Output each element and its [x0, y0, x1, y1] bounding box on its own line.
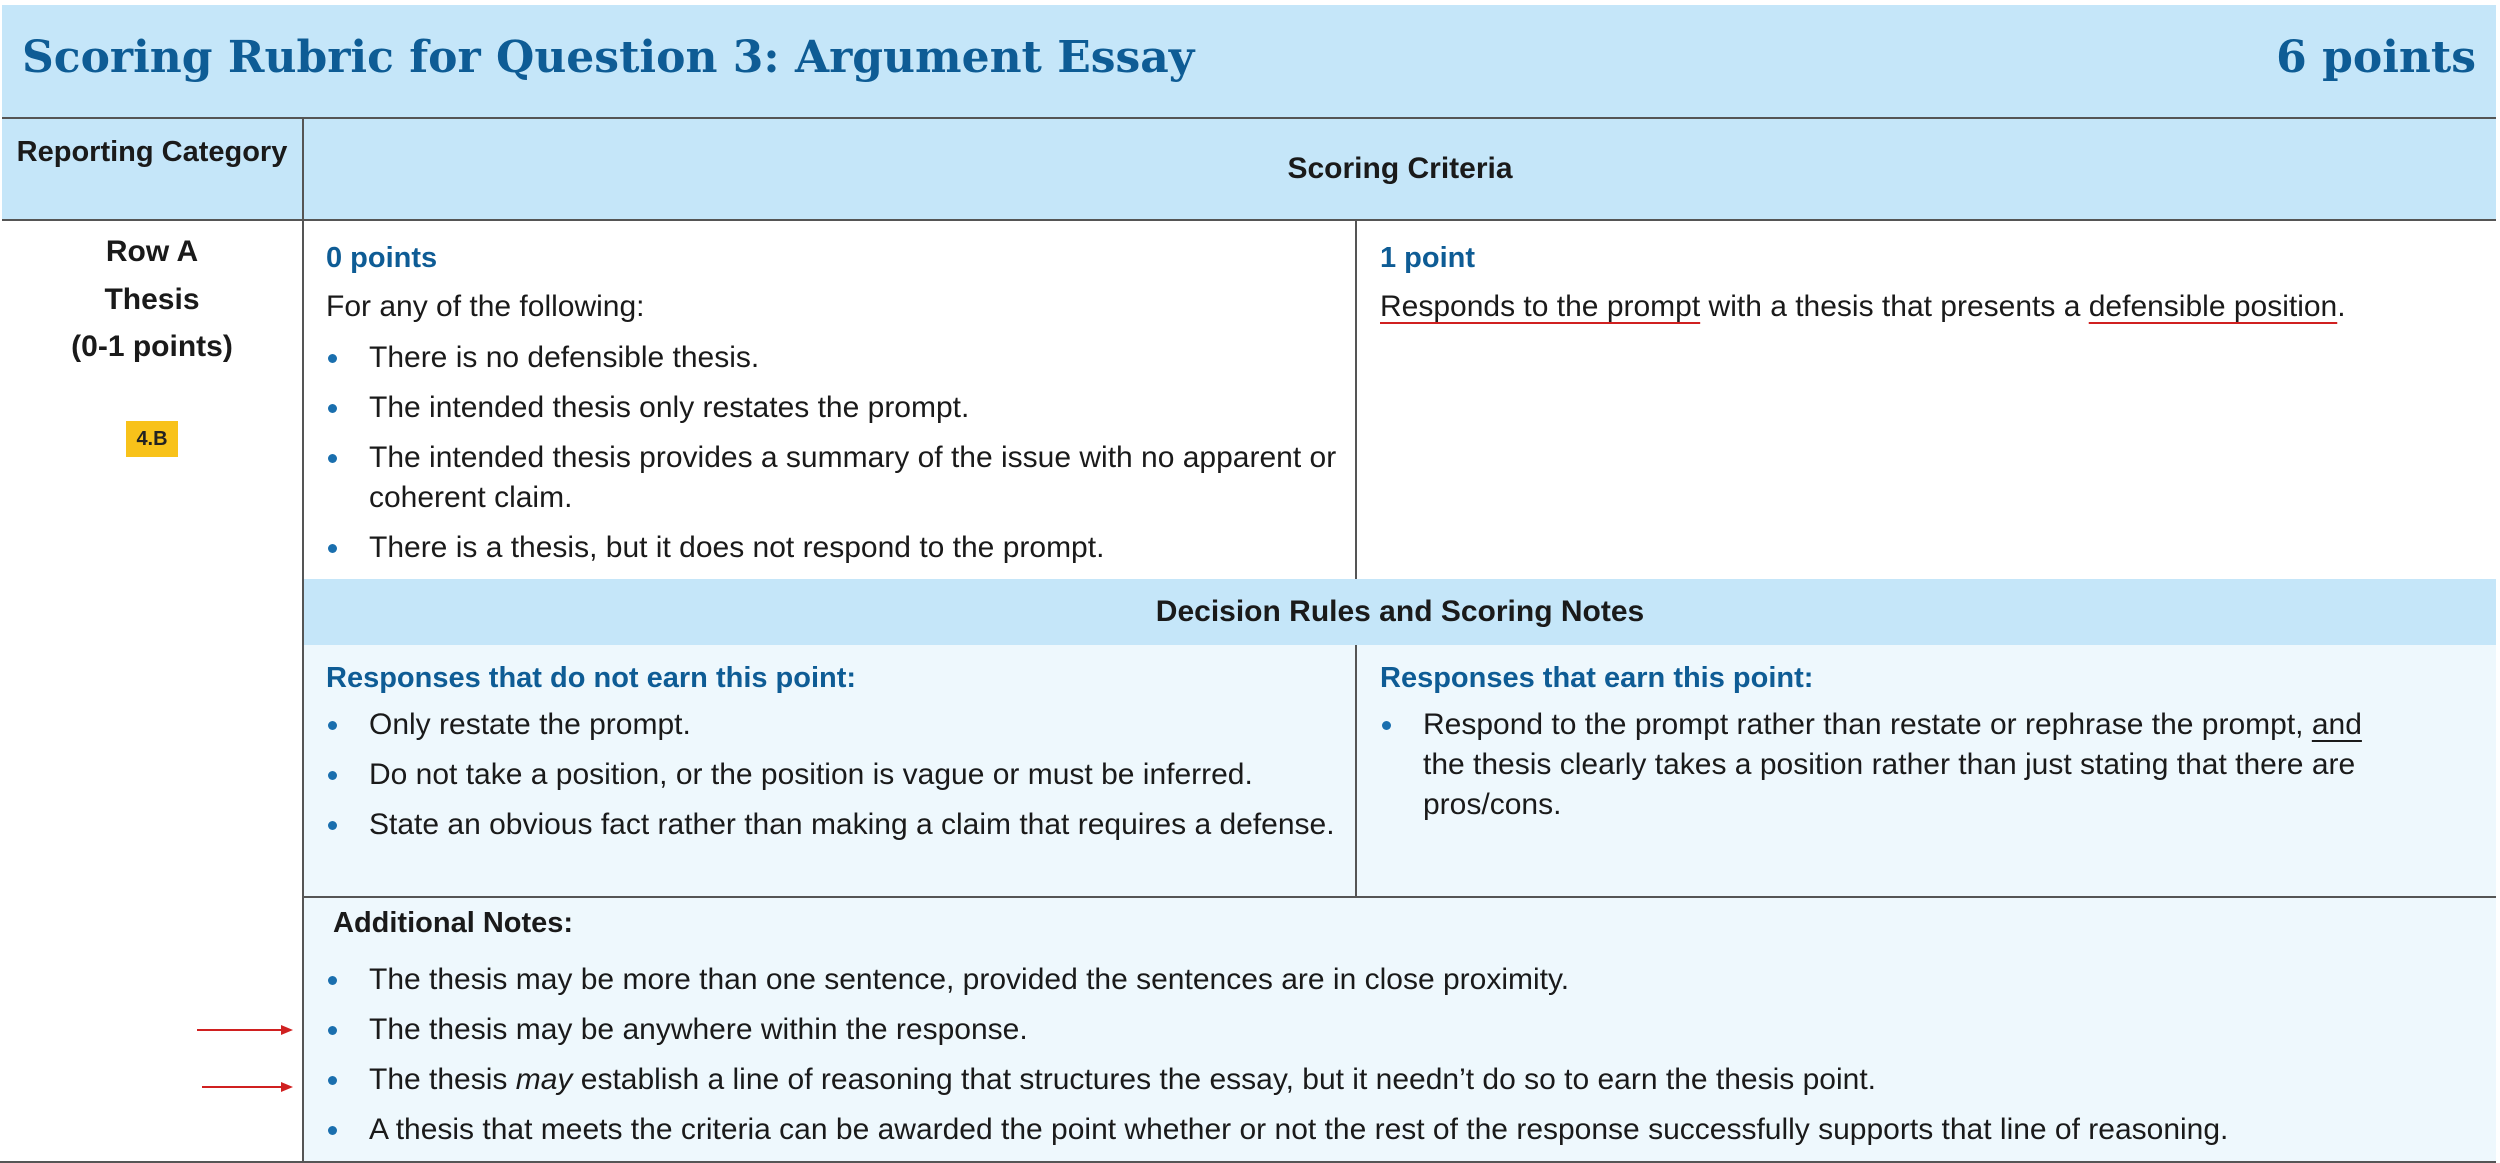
points-total: 6 points — [2276, 32, 2476, 83]
zero-points-intro: For any of the following: — [326, 290, 645, 323]
list-item: The thesis may establish a line of reasoning that structures the essay, but it needn’t do so to earn the thesis point. — [326, 1060, 2476, 1100]
list-item: There is a thesis, but it does not respond to the prompt. — [326, 528, 1338, 568]
row-label-points: (0-1 points) — [71, 330, 233, 363]
one-point-title: 1 point — [1380, 242, 1476, 274]
criteria-divider — [1355, 221, 1357, 579]
column-divider — [302, 119, 304, 1163]
zero-points-list — [326, 338, 1338, 578]
notes-divider — [304, 896, 2496, 898]
decision-divider — [1355, 645, 1357, 896]
zero-points-title: 0 points — [326, 242, 438, 274]
list-item: The thesis may be anywhere within the response. — [326, 1010, 2476, 1050]
list-item: The intended thesis only restates the prompt. — [326, 388, 1338, 428]
additional-notes-list — [326, 960, 2476, 1160]
additional-notes-title: Additional Notes: — [333, 907, 574, 939]
page-title: Scoring Rubric for Question 3: Argument Essay — [22, 32, 1195, 83]
earn-list — [1380, 705, 2380, 835]
list-item: State an obvious fact rather than making a claim that requires a defense. — [326, 805, 1338, 845]
list-item: Respond to the prompt rather than restate or rephrase the prompt, and the thesis clearly takes a position rather than just stating that there are pros/cons. — [1380, 705, 2380, 825]
list-item: Only restate the prompt. — [326, 705, 1338, 745]
list-item: The thesis may be more than one sentence, provided the sentences are in close proximity. — [326, 960, 2476, 1000]
list-item: Do not take a position, or the position is vague or must be inferred. — [326, 755, 1338, 795]
row-label-a: Row A — [105, 235, 199, 268]
annotated-phrase: defensible position — [2088, 290, 2338, 323]
arrow-right-icon — [200, 1077, 295, 1097]
scoring-criteria-header: Scoring Criteria — [1287, 152, 1513, 185]
decision-rules-title: Decision Rules and Scoring Notes — [1155, 595, 1645, 628]
row-label-thesis: Thesis — [104, 283, 200, 316]
earn-title: Responses that earn this point: — [1380, 662, 1814, 694]
reporting-category-header: Reporting Category — [16, 136, 288, 168]
annotated-phrase: Responds to the prompt — [1380, 290, 1701, 323]
list-item: The intended thesis provides a summary of the issue with no apparent or coherent claim. — [326, 438, 1338, 518]
list-item: A thesis that meets the criteria can be awarded the point whether or not the rest of the response successfully supports that line of reasoning. — [326, 1110, 2476, 1150]
skill-badge: 4.B — [126, 421, 178, 457]
no-earn-title: Responses that do not earn this point: — [326, 662, 857, 694]
list-item: There is no defensible thesis. — [326, 338, 1338, 378]
arrow-right-icon — [195, 1020, 295, 1040]
one-point-description: Responds to the prompt with a thesis that presents a defensible position. — [1380, 290, 2346, 323]
no-earn-list — [326, 705, 1338, 855]
